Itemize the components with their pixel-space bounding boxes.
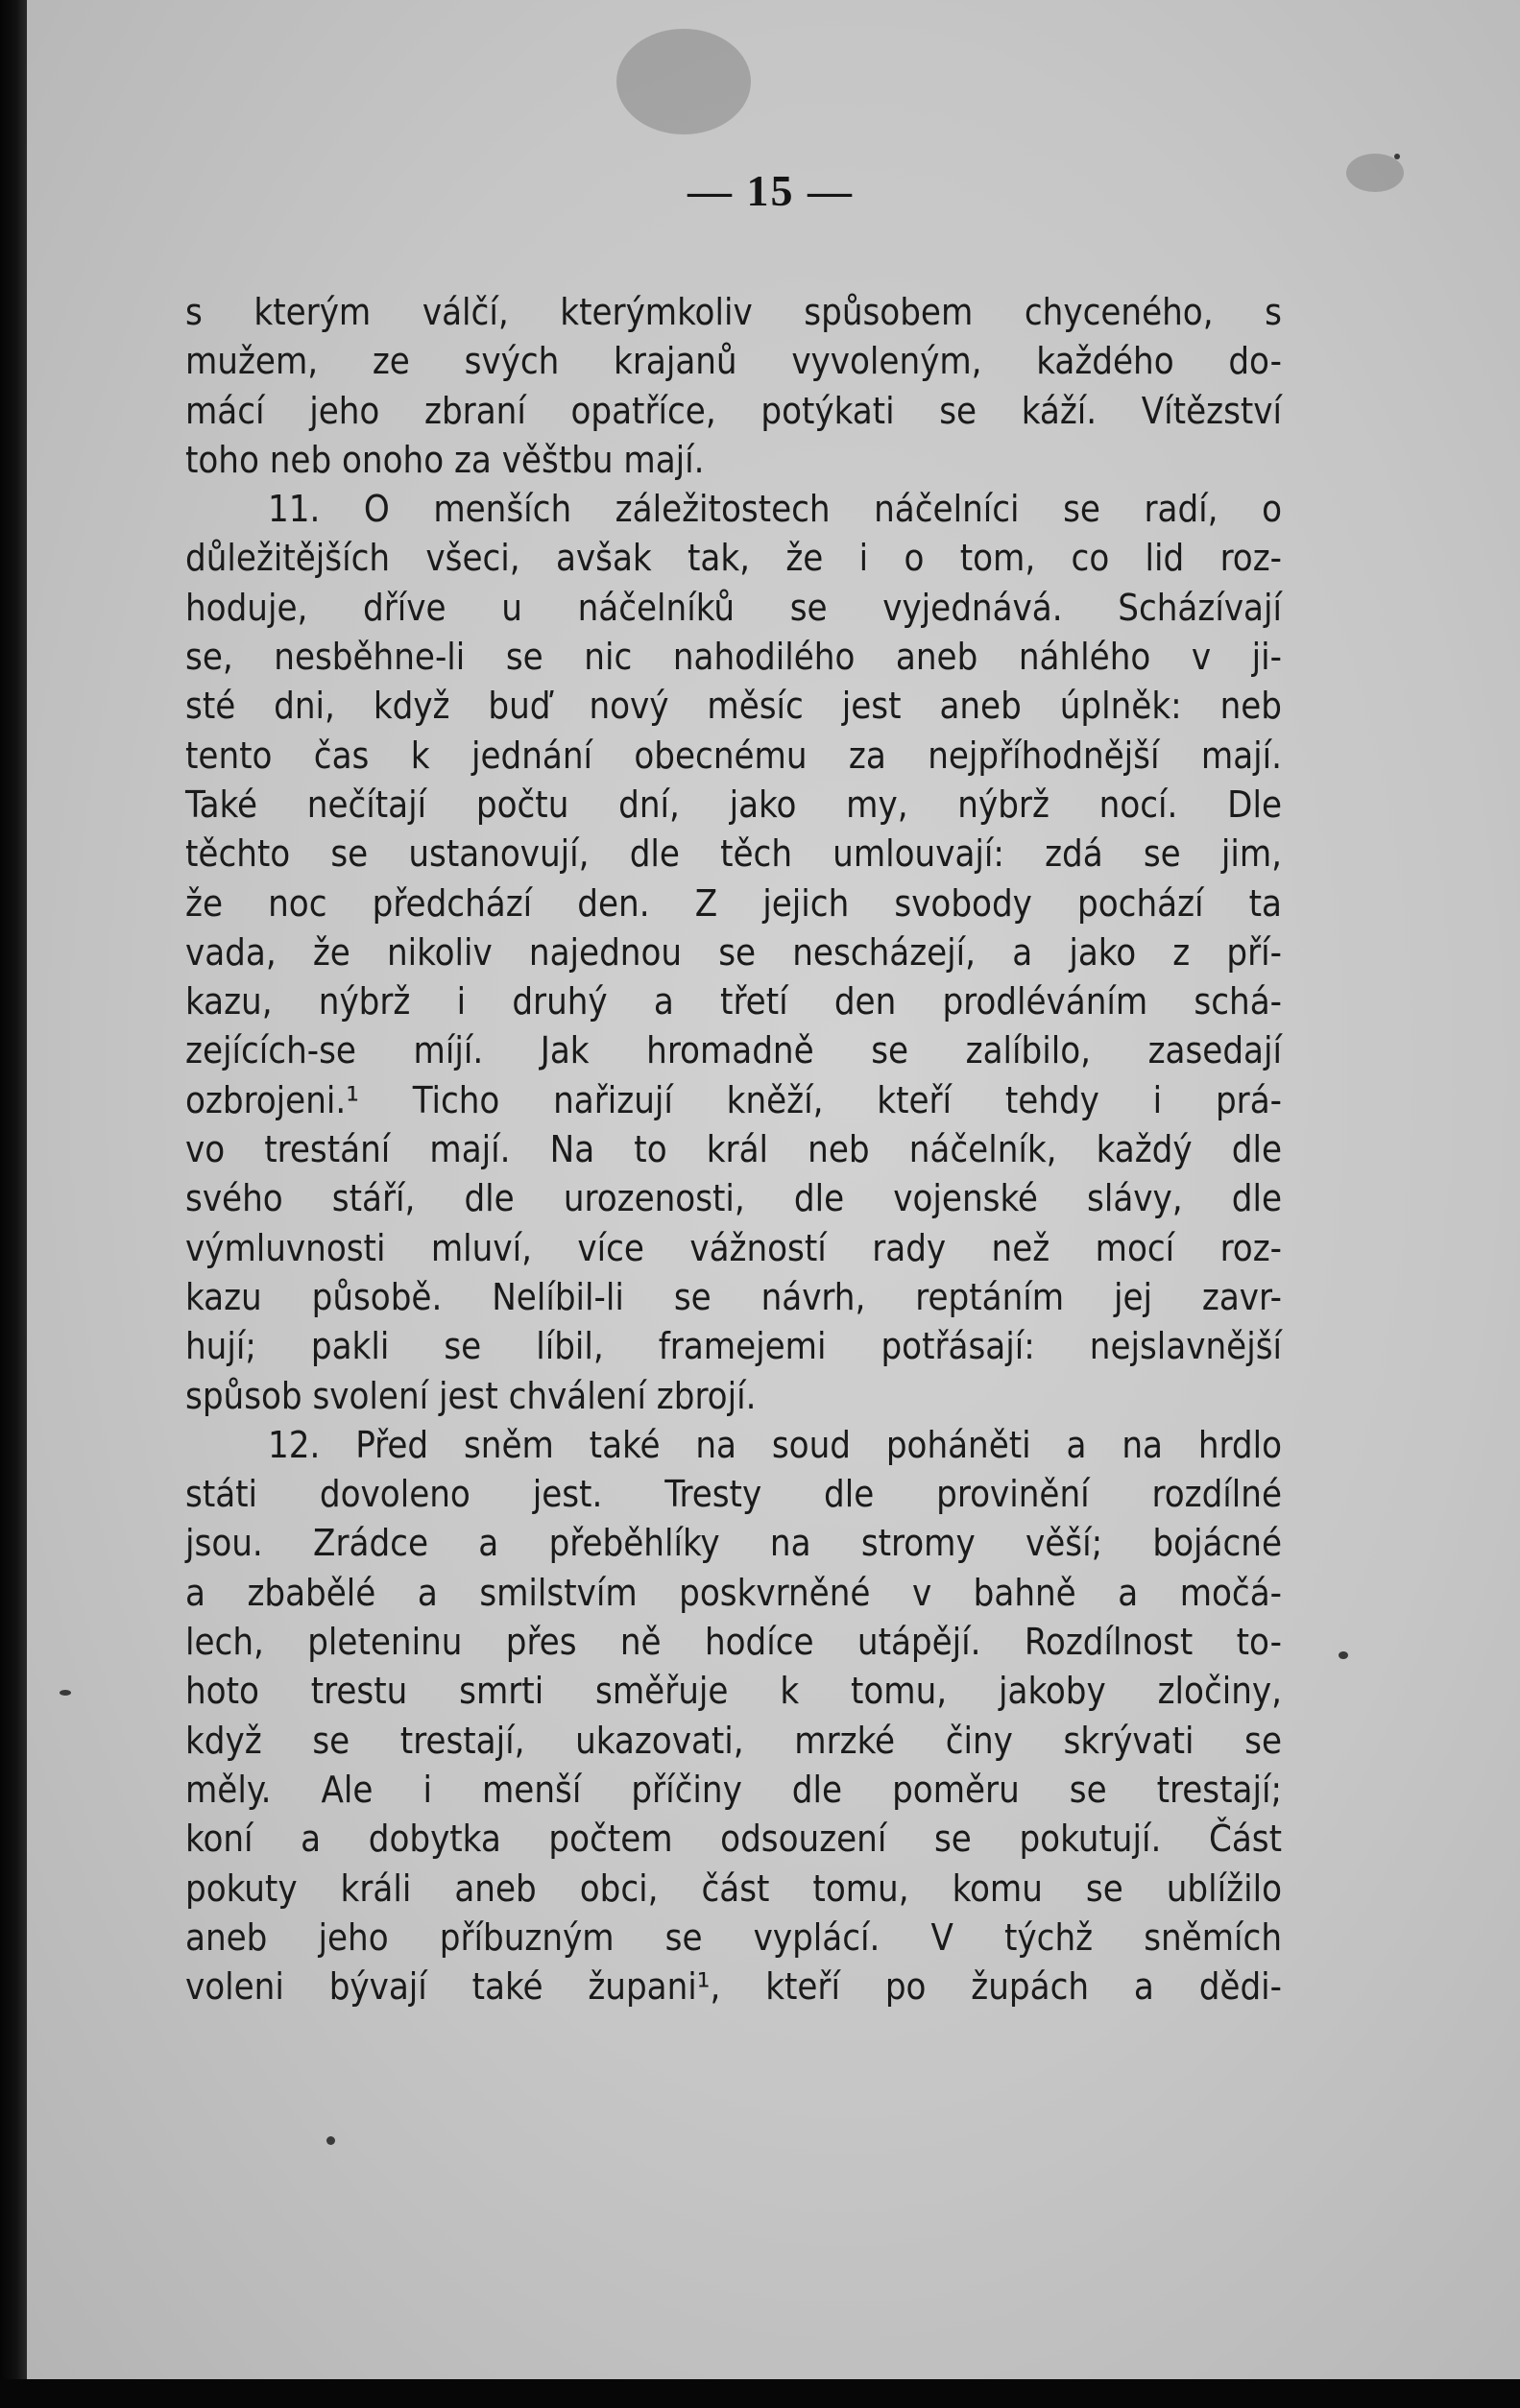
text-line: těchto se ustanovují, dle těch umlouvají: zdá se jim, (185, 832, 1282, 876)
text-line: toho neb onoho za věštbu mají. (185, 438, 705, 481)
text-line: když se trestají, ukazovati, mrzké činy skrývati se (185, 1719, 1282, 1762)
paper-speck (1394, 154, 1400, 159)
text-line: hoduje, dříve u náčelníků se vyjednává. Scházívají (185, 586, 1282, 629)
text-line: 11. O menších záležitostech náčelníci se radí, o (268, 488, 1282, 531)
text-line: spůsob svolení jest chválení zbrojí. (185, 1374, 757, 1417)
text-line: zejících-se míjí. Jak hromadně se zalíbilo, zasedají (185, 1029, 1282, 1072)
text-line: voleni bývají také župani¹, kteří po župách a dědi- (185, 1965, 1282, 2009)
text-line: vada, že nikoliv najednou se nescházejí, a jako z pří- (185, 930, 1282, 974)
text-line: mužem, ze svých krajanů vyvoleným, každého do- (185, 340, 1282, 383)
body-text (185, 288, 1282, 2011)
text-line: výmluvnosti mluví, více vážností rady než mocí roz- (185, 1226, 1282, 1269)
text-line: mácí jeho zbraní opatříce, potýkati se káží. Vítězství (185, 389, 1282, 432)
text-line: lech, pleteninu přes ně hodíce utápějí. Rozdílnost to- (185, 1621, 1282, 1664)
text-line: měly. Ale i menší příčiny dle poměru se trestají; (185, 1768, 1282, 1811)
paper-speck (60, 1690, 71, 1696)
text-line: kazu, nýbrž i druhý a třetí den prodléváním schá- (185, 980, 1282, 1023)
text-line: Také nečítají počtu dní, jako my, nýbrž nocí. Dle (185, 783, 1282, 826)
page-number: — 15 — (688, 166, 854, 215)
book-spine-shadow (0, 0, 27, 2408)
text-line: s kterým válčí, kterýmkoliv spůsobem chyceného, s (185, 291, 1282, 333)
text-line: pokuty králi aneb obci, část tomu, komu se ublížilo (185, 1866, 1282, 1910)
text-line: důležitějších všeci, avšak tak, že i o tom, co lid roz- (185, 537, 1282, 580)
text-line: svého stáří, dle urozenosti, dle vojenské slávy, dle (185, 1177, 1282, 1220)
text-line: kazu působě. Nelíbil-li se návrh, reptáním jej zavr- (185, 1275, 1282, 1318)
book-page (21, 0, 1520, 2381)
text-line: tento čas k jednání obecnému za nejpříhodnější mají. (185, 734, 1282, 777)
scan-bottom-edge (0, 2379, 1520, 2408)
text-line: státi dovoleno jest. Tresty dle provinění rozdílné (185, 1473, 1282, 1516)
paper-stain (616, 29, 751, 134)
text-line: jsou. Zrádce a přeběhlíky na stromy věší; bojácné (185, 1522, 1282, 1565)
text-line: ozbrojeni.¹ Ticho nařizují kněží, kteří tehdy i prá- (185, 1078, 1282, 1121)
paper-speck (326, 2136, 335, 2145)
text-line: vo trestání mají. Na to král neb náčelník, každý dle (185, 1128, 1282, 1171)
text-line: aneb jeho příbuzným se vyplácí. V týchž sněmích (185, 1915, 1282, 1959)
paper-speck (1339, 1651, 1348, 1659)
text-line: a zbabělé a smilstvím poskvrněné v bahně a močá- (185, 1571, 1282, 1614)
text-line: koní a dobytka počtem odsouzení se pokutují. Část (185, 1818, 1282, 1861)
text-line: sté dni, když buď nový měsíc jest aneb úplněk: neb (185, 685, 1282, 728)
text-line: hoto trestu smrti směřuje k tomu, jakoby zločiny, (185, 1670, 1282, 1713)
text-line: se, nesběhne-li se nic nahodilého aneb náhlého v ji- (185, 636, 1282, 679)
text-line: hují; pakli se líbil, framejemi potřásají: nejslavnější (185, 1325, 1282, 1368)
text-line: že noc předchází den. Z jejich svobody pochází ta (185, 881, 1282, 925)
text-line: 12. Před sněm také na soud poháněti a na hrdlo (268, 1423, 1282, 1466)
